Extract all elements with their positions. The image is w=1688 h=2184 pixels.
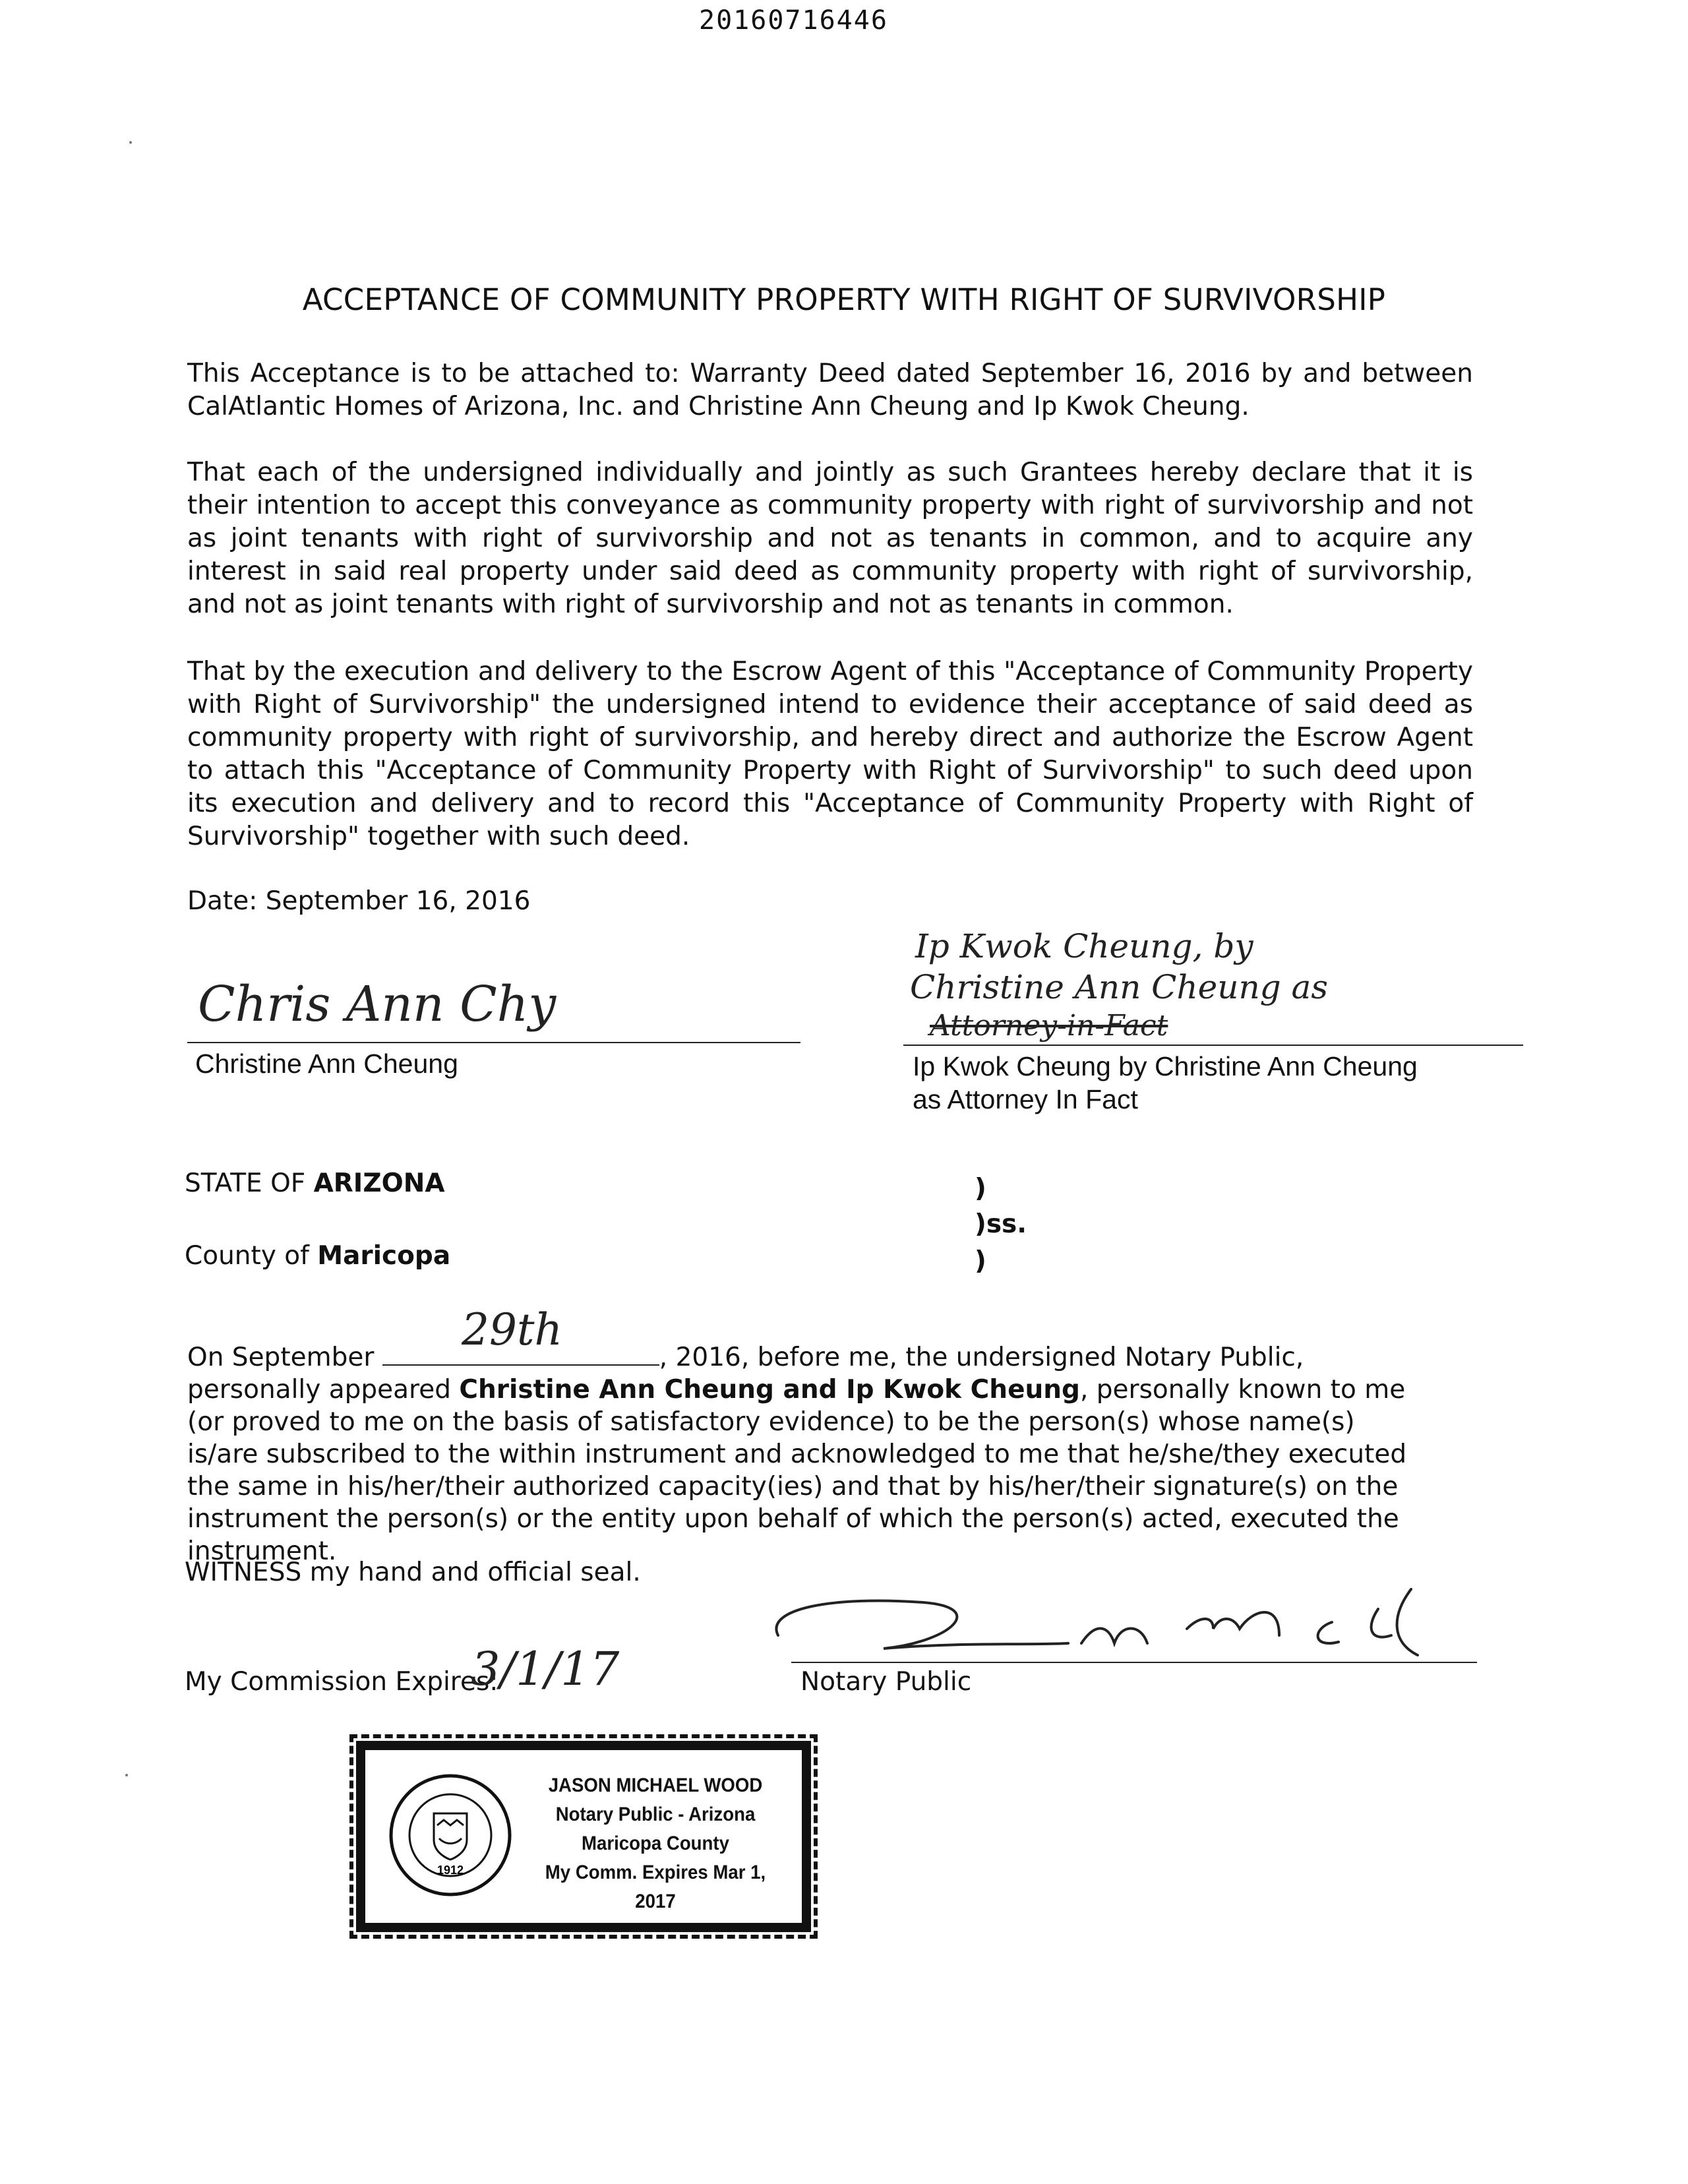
handwritten-day: 29th xyxy=(462,1304,563,1355)
ack-names: Christine Ann Cheung and Ip Kwok Cheung xyxy=(459,1375,1080,1405)
notary-signature xyxy=(752,1583,1470,1668)
signature-ip-line2: Christine Ann Cheung as xyxy=(910,968,1329,1006)
notary-stamp xyxy=(356,1741,811,1932)
signature-line-left xyxy=(187,1042,800,1043)
scan-speck xyxy=(129,141,132,144)
notary-acknowledgment xyxy=(187,1341,1433,1567)
signer-name-ip-line1: Ip Kwok Cheung by Christine Ann Cheung xyxy=(913,1051,1418,1081)
ack-body: , personally known to me (or proved to me on the basis of satisfactory evidence) to be the person(s) whose name(s) is/are subscribed to the within instrument and acknowledged to me that he/she/they executed the same in his/her/their authorized capacity(ies) and that by his/her/their signature(s) on the instrument the person(s) or the entity upon behalf of which the person(s) acted, executed the instrument. xyxy=(187,1375,1407,1566)
scan-speck xyxy=(125,1774,128,1776)
document-number: 20160716446 xyxy=(699,5,888,36)
notary-public-label: Notary Public xyxy=(800,1667,972,1697)
venue-paren-1: ) xyxy=(975,1174,986,1203)
venue-county xyxy=(185,1241,450,1271)
venue-paren-3: ) xyxy=(975,1246,986,1276)
paragraph-attachment: This Acceptance is to be attached to: Warranty Deed dated September 16, 2016 by and between CalAtlantic Homes of Arizona, Inc. and Christine Ann Cheung and Ip Kwok Cheung. xyxy=(187,359,1473,421)
signature-christine: Chris Ann Chy xyxy=(198,976,557,1033)
stamp-title: Notary Public - Arizona xyxy=(555,1804,756,1825)
signature-line-right xyxy=(903,1045,1523,1046)
commission-label: My Commission Expires: xyxy=(185,1667,498,1697)
document-title: ACCEPTANCE OF COMMUNITY PROPERTY WITH RIGHT OF SURVIVORSHIP xyxy=(302,282,1386,317)
arizona-seal-icon xyxy=(388,1773,513,1898)
paragraph-declaration: That each of the undersigned individually and jointly as such Grantees hereby declare that it is their intention to accept this conveyance as community property with right of survivorship and not as joint tenants with right of survivorship and not as tenants in common, and to acquire any interest in said real property under said deed as community property with right of survivorship, and not as joint tenants with right of survivorship and not as tenants in common. xyxy=(187,458,1473,619)
venue-county-name: Maricopa xyxy=(317,1241,451,1271)
venue-county-prefix: County of xyxy=(185,1241,318,1271)
venue-paren-ss: )ss. xyxy=(975,1209,1027,1239)
witness-line: WITNESS my hand and official seal. xyxy=(185,1558,641,1587)
ack-suffix: , 2016, before me, the undersigned Notary Public, personally xyxy=(187,1343,1304,1405)
signer-name-ip-line2: as Attorney In Fact xyxy=(913,1084,1138,1114)
signature-ip-line1: Ip Kwok Cheung, by xyxy=(915,927,1253,965)
paragraph-escrow: That by the execution and delivery to the Escrow Agent of this "Acceptance of Community Property with Right of Survivorship" the undersigned intend to evidence their acceptance of said deed as community property with right of survivorship, and hereby direct and authorize the Escrow Agent to attach this "Acceptance of Community Property with Right of Survivorship" to such deed upon its execution and delivery and to record this "Acceptance of Community Property with Right of Survivorship" together with such deed. xyxy=(187,657,1473,851)
notary-signature-line xyxy=(791,1662,1477,1663)
day-blank xyxy=(382,1343,659,1366)
ack-prefix: On September xyxy=(187,1343,375,1372)
stamp-county: Maricopa County xyxy=(582,1833,729,1854)
venue-state xyxy=(185,1168,445,1198)
stamp-expiration: My Comm. Expires Mar 1, 2017 xyxy=(545,1862,766,1912)
seal-year: 1912 xyxy=(437,1864,464,1877)
venue-state-name: ARIZONA xyxy=(313,1168,445,1198)
ack-appeared: appeared xyxy=(328,1375,460,1405)
signer-name-christine: Christine Ann Cheung xyxy=(195,1048,458,1079)
stamp-text xyxy=(528,1771,783,1916)
commission-date-handwritten: 3/1/17 xyxy=(471,1642,620,1696)
date-line: Date: September 16, 2016 xyxy=(187,886,531,916)
signature-ip-line3: Attorney-in-Fact xyxy=(930,1009,1168,1043)
venue-state-prefix: STATE OF xyxy=(185,1168,314,1198)
stamp-notary-name: JASON MICHAEL WOOD xyxy=(548,1774,763,1796)
